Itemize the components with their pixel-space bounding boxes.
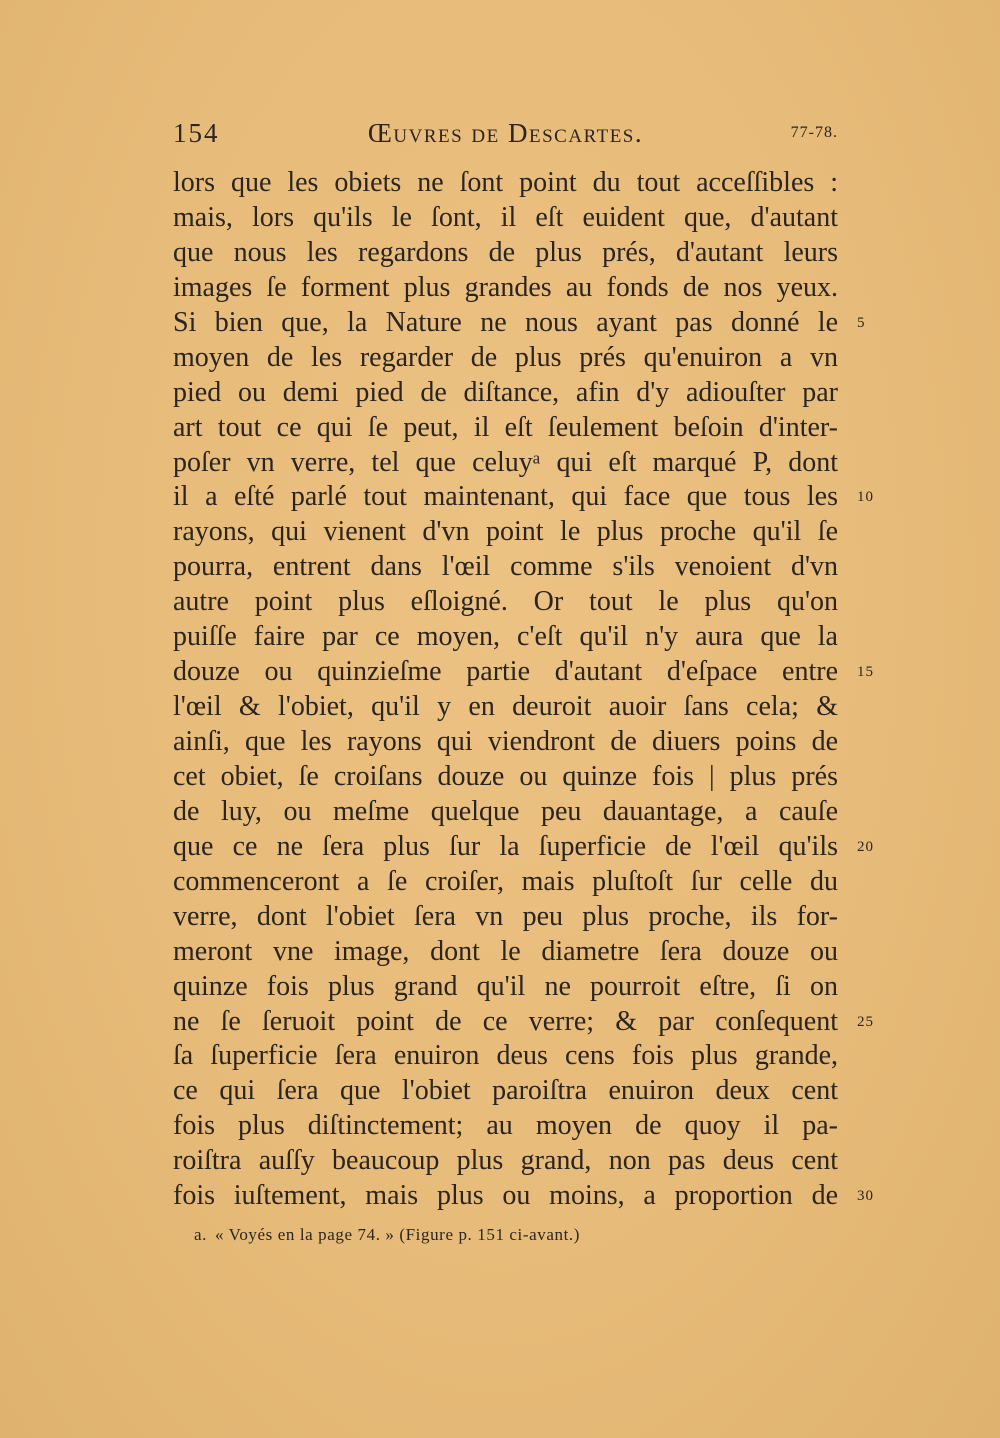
text-line (173, 935, 838, 970)
line-text: autre point plus eſloigné. Or tout le plus qu'on (173, 586, 838, 618)
line-text: que ce ne ſera plus ſur la ſuperficie de l'œil qu'ils (173, 830, 838, 862)
line-number: 5 (857, 314, 866, 331)
text-line (173, 725, 838, 760)
text-line (173, 1005, 874, 1040)
text-line (173, 760, 838, 795)
footnote (194, 1225, 580, 1245)
line-text: quinze fois plus grand qu'il ne pourroit eſtre, ſi on (173, 970, 838, 1002)
text-line (173, 376, 838, 411)
page-header (173, 118, 838, 152)
text-line (173, 341, 838, 376)
line-number: 25 (857, 1013, 874, 1030)
line-text: fois plus diſtinctement; au moyen de quoy il pa- (173, 1110, 838, 1142)
text-line (173, 865, 838, 900)
text-line (173, 830, 874, 865)
line-text: de luy, ou meſme quelque peu dauantage, a cauſe (173, 795, 838, 827)
body-text (173, 166, 874, 1214)
text-line (173, 1039, 838, 1074)
text-line (173, 1179, 874, 1214)
line-number: 10 (857, 489, 874, 506)
line-text: l'œil & l'obiet, qu'il y en deuroit auoir ſans cela; & (173, 691, 838, 723)
text-line (173, 306, 866, 341)
footnote-text: « Voyés en la page 74. » (Figure p. 151 ci-avant.) (215, 1225, 581, 1244)
text-line (173, 271, 838, 306)
line-text: poſer vn verre, tel que celuyᵃ qui eſt marqué P, dont (173, 446, 838, 478)
line-text: commenceront a ſe croiſer, mais pluſtoſt ſur celle du (173, 865, 838, 897)
line-text: Si bien que, la Nature ne nous ayant pas donné le (173, 306, 838, 338)
line-text: ce qui ſera que l'obiet paroiſtra enuiron deux cent (173, 1075, 838, 1107)
text-line (173, 515, 838, 550)
line-text: verre, dont l'obiet ſera vn peu plus proche, ils for- (173, 900, 838, 932)
line-text: pied ou demi pied de diſtance, afin d'y adiouſter par (173, 376, 838, 408)
line-text: cet obiet, ſe croiſans douze ou quinze fois | plus prés (173, 760, 838, 792)
page-range: 77-78. (790, 124, 838, 141)
text-line (173, 166, 838, 201)
page-number: 154 (173, 118, 220, 148)
line-text: pourra, entrent dans l'œil comme s'ils venoient d'vn (173, 551, 838, 583)
text-line (173, 690, 838, 725)
line-text: roiſtra auſſy beaucoup plus grand, non pas deus cent (173, 1145, 838, 1177)
line-number: 20 (857, 838, 874, 855)
text-line (173, 620, 838, 655)
line-text: lors que les obiets ne ſont point du tout acceſſibles : (173, 167, 838, 198)
line-text: images ſe forment plus grandes au fonds de nos yeux. (173, 271, 838, 303)
line-number: 30 (857, 1188, 874, 1205)
line-text: douze ou quinzieſme partie d'autant d'eſpace entre (173, 656, 838, 688)
text-line (173, 1109, 838, 1144)
text-line (173, 236, 838, 271)
line-text: art tout ce qui ſe peut, il eſt ſeulement beſoin d'inter- (173, 411, 838, 443)
line-text: que nous les regardons de plus prés, d'autant leurs (173, 236, 838, 268)
line-text: ſa ſuperficie ſera enuiron deus cens fois plus grande, (173, 1040, 838, 1072)
line-text: rayons, qui vienent d'vn point le plus proche qu'il ſe (173, 516, 838, 548)
text-line (173, 1074, 838, 1109)
text-line (173, 900, 838, 935)
text-line (173, 446, 838, 481)
text-line (173, 655, 874, 690)
line-text: mais, lors qu'ils le ſont, il eſt euident que, d'autant (173, 201, 838, 233)
line-number: 15 (857, 664, 874, 681)
line-text: ainſi, que les rayons qui viendront de diuers poins de (173, 726, 838, 757)
line-text: fois iuſtement, mais plus ou moins, a proportion de (173, 1180, 838, 1212)
line-text: moyen de les regarder de plus prés qu'enuiron a vn (173, 341, 838, 373)
line-text: ne ſe ſeruoit point de ce verre; & par conſequent (173, 1005, 838, 1037)
line-text: meront vne image, dont le diametre ſera douze ou (173, 935, 838, 967)
text-line (173, 970, 838, 1005)
text-line (173, 411, 838, 446)
text-line (173, 585, 838, 620)
text-line (173, 480, 874, 515)
text-line (173, 1144, 838, 1179)
footnote-marker: a. (194, 1225, 207, 1244)
running-title: Œuvres de Descartes. (367, 118, 644, 148)
text-line (173, 550, 838, 585)
line-text: il a eſté parlé tout maintenant, qui face que tous les (173, 481, 838, 513)
text-line (173, 201, 838, 236)
line-text: puiſſe faire par ce moyen, c'eſt qu'il n'y aura que la (173, 621, 838, 653)
text-line (173, 795, 838, 830)
